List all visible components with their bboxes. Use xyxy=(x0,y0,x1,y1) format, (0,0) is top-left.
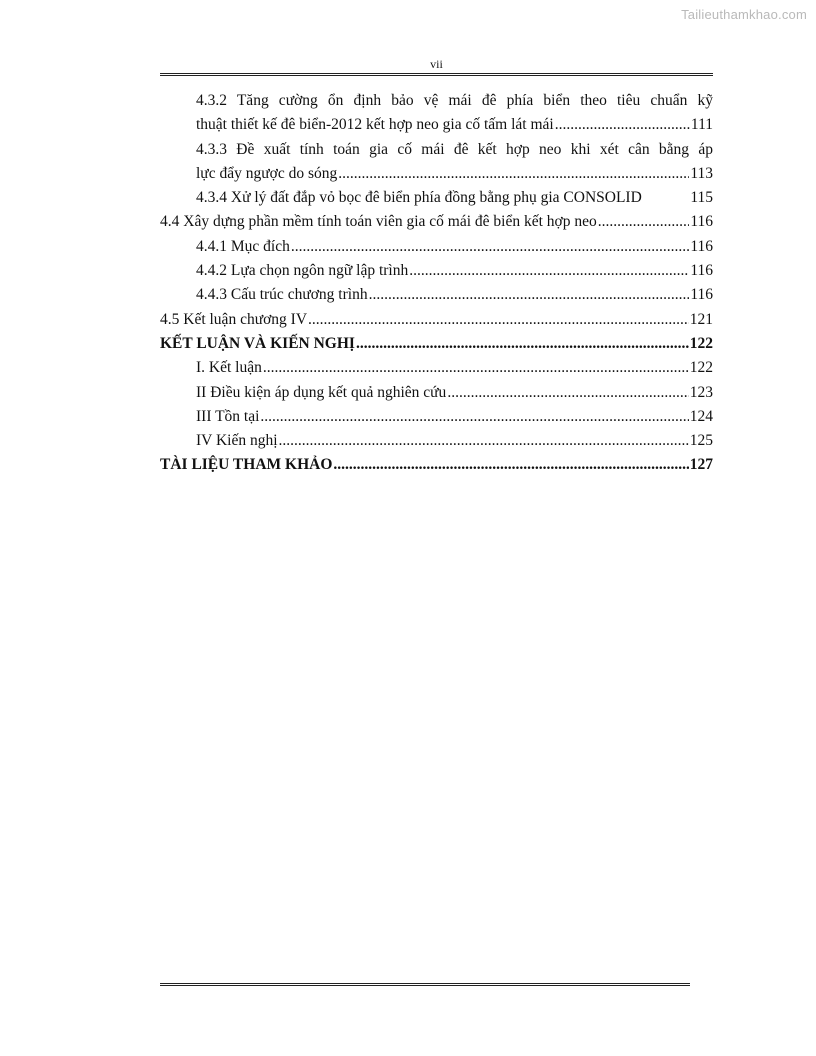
toc-entry-page: 127 xyxy=(689,456,713,474)
toc-entry-title: 4.3.4 Xử lý đất đắp vỏ bọc đê biển phía đồng bằng phụ gia CONSOLID xyxy=(196,189,642,207)
dot-leader xyxy=(263,356,689,380)
toc-entry-page: 116 xyxy=(690,286,713,304)
toc-entry-page: 116 xyxy=(690,237,713,255)
toc-entry-page: 122 xyxy=(689,334,713,352)
toc-entry-title: 4.4 Xây dựng phần mềm tính toán viên gia cố mái đê biển kết hợp neo xyxy=(160,213,597,231)
toc-entry-title: I. Kết luận xyxy=(196,359,262,377)
toc-entry-title: KẾT LUẬN VÀ KIẾN NGHỊ xyxy=(160,334,355,352)
toc-entry-title: lực đẩy ngược do sóng xyxy=(196,164,338,182)
toc-entry-title: TÀI LIỆU THAM KHẢO xyxy=(160,456,333,474)
toc-entry-ton-tai[interactable] xyxy=(160,405,713,429)
toc-entry-page: 115 xyxy=(690,189,713,207)
toc-entry-4-5[interactable] xyxy=(160,308,713,332)
dot-leader xyxy=(279,429,689,453)
dot-leader xyxy=(308,308,689,332)
toc-entry-tai-lieu-tham-khao[interactable] xyxy=(160,453,713,477)
toc-entry-page: 113 xyxy=(690,164,713,182)
toc-entry-4-4-1[interactable] xyxy=(160,235,713,259)
toc-entry-page: 124 xyxy=(689,407,713,425)
toc-entry-4-4-2[interactable] xyxy=(160,259,713,283)
dot-leader xyxy=(338,162,689,186)
toc-entry-page: 116 xyxy=(690,213,713,231)
toc-entry-4-3-3[interactable] xyxy=(160,162,713,186)
toc-entry-title: II Điều kiện áp dụng kết quả nghiên cứu xyxy=(196,383,447,401)
toc-entry-title: 4.4.1 Mục đích xyxy=(196,237,290,255)
dot-leader xyxy=(409,259,689,283)
toc-entry-dieu-kien-ap-dung[interactable] xyxy=(160,381,713,405)
toc-entry-4-3-2-line-1: 4.3.2 Tăng cường ổn định bảo vệ mái đê phía biển theo tiêu chuẩn kỹ xyxy=(196,92,713,109)
toc-entry-title: 4.4.3 Cấu trúc chương trình xyxy=(196,286,368,304)
dot-leader xyxy=(555,113,690,137)
dot-leader xyxy=(356,332,689,356)
toc-entry-page: 121 xyxy=(689,310,713,328)
toc-entry-ket-luan-va-kien-nghi[interactable] xyxy=(160,332,713,356)
dot-leader xyxy=(333,453,688,477)
table-of-contents xyxy=(160,89,713,478)
toc-entry-title: III Tồn tại xyxy=(196,407,260,425)
page-number: vii xyxy=(430,57,443,71)
toc-entry-ket-luan[interactable] xyxy=(160,356,713,380)
toc-entry-title: thuật thiết kế đê biển-2012 kết hợp neo gia cố tấm lát mái xyxy=(196,116,554,134)
dot-leader xyxy=(291,235,689,259)
toc-entry-4-4-3[interactable] xyxy=(160,283,713,307)
toc-entry-4-3-2[interactable] xyxy=(160,113,713,137)
toc-entry-page: 116 xyxy=(690,262,713,280)
toc-entry-4-3-4[interactable] xyxy=(160,186,713,210)
toc-entry-title: 4.4.2 Lựa chọn ngôn ngữ lập trình xyxy=(196,262,409,280)
dot-leader xyxy=(598,210,690,234)
toc-entry-title: IV Kiến nghị xyxy=(196,432,278,450)
watermark: Tailieuthamkhao.com xyxy=(681,7,807,22)
toc-entry-page: 122 xyxy=(689,359,713,377)
dot-leader xyxy=(260,405,688,429)
toc-entry-title: 4.5 Kết luận chương IV xyxy=(160,310,308,328)
dot-leader xyxy=(447,381,688,405)
toc-entry-page: 111 xyxy=(690,116,713,134)
toc-entry-kien-nghi[interactable] xyxy=(160,429,713,453)
toc-entry-page: 123 xyxy=(689,383,713,401)
toc-entry-4-4[interactable] xyxy=(160,210,713,234)
footer-rule xyxy=(160,983,690,986)
toc-entry-4-3-3-line-1: 4.3.3 Đề xuất tính toán gia cố mái đê kết hợp neo khi xét cân bằng áp xyxy=(196,140,713,158)
header-rule xyxy=(160,73,713,76)
dot-leader xyxy=(369,283,690,307)
toc-entry-page: 125 xyxy=(689,432,713,450)
